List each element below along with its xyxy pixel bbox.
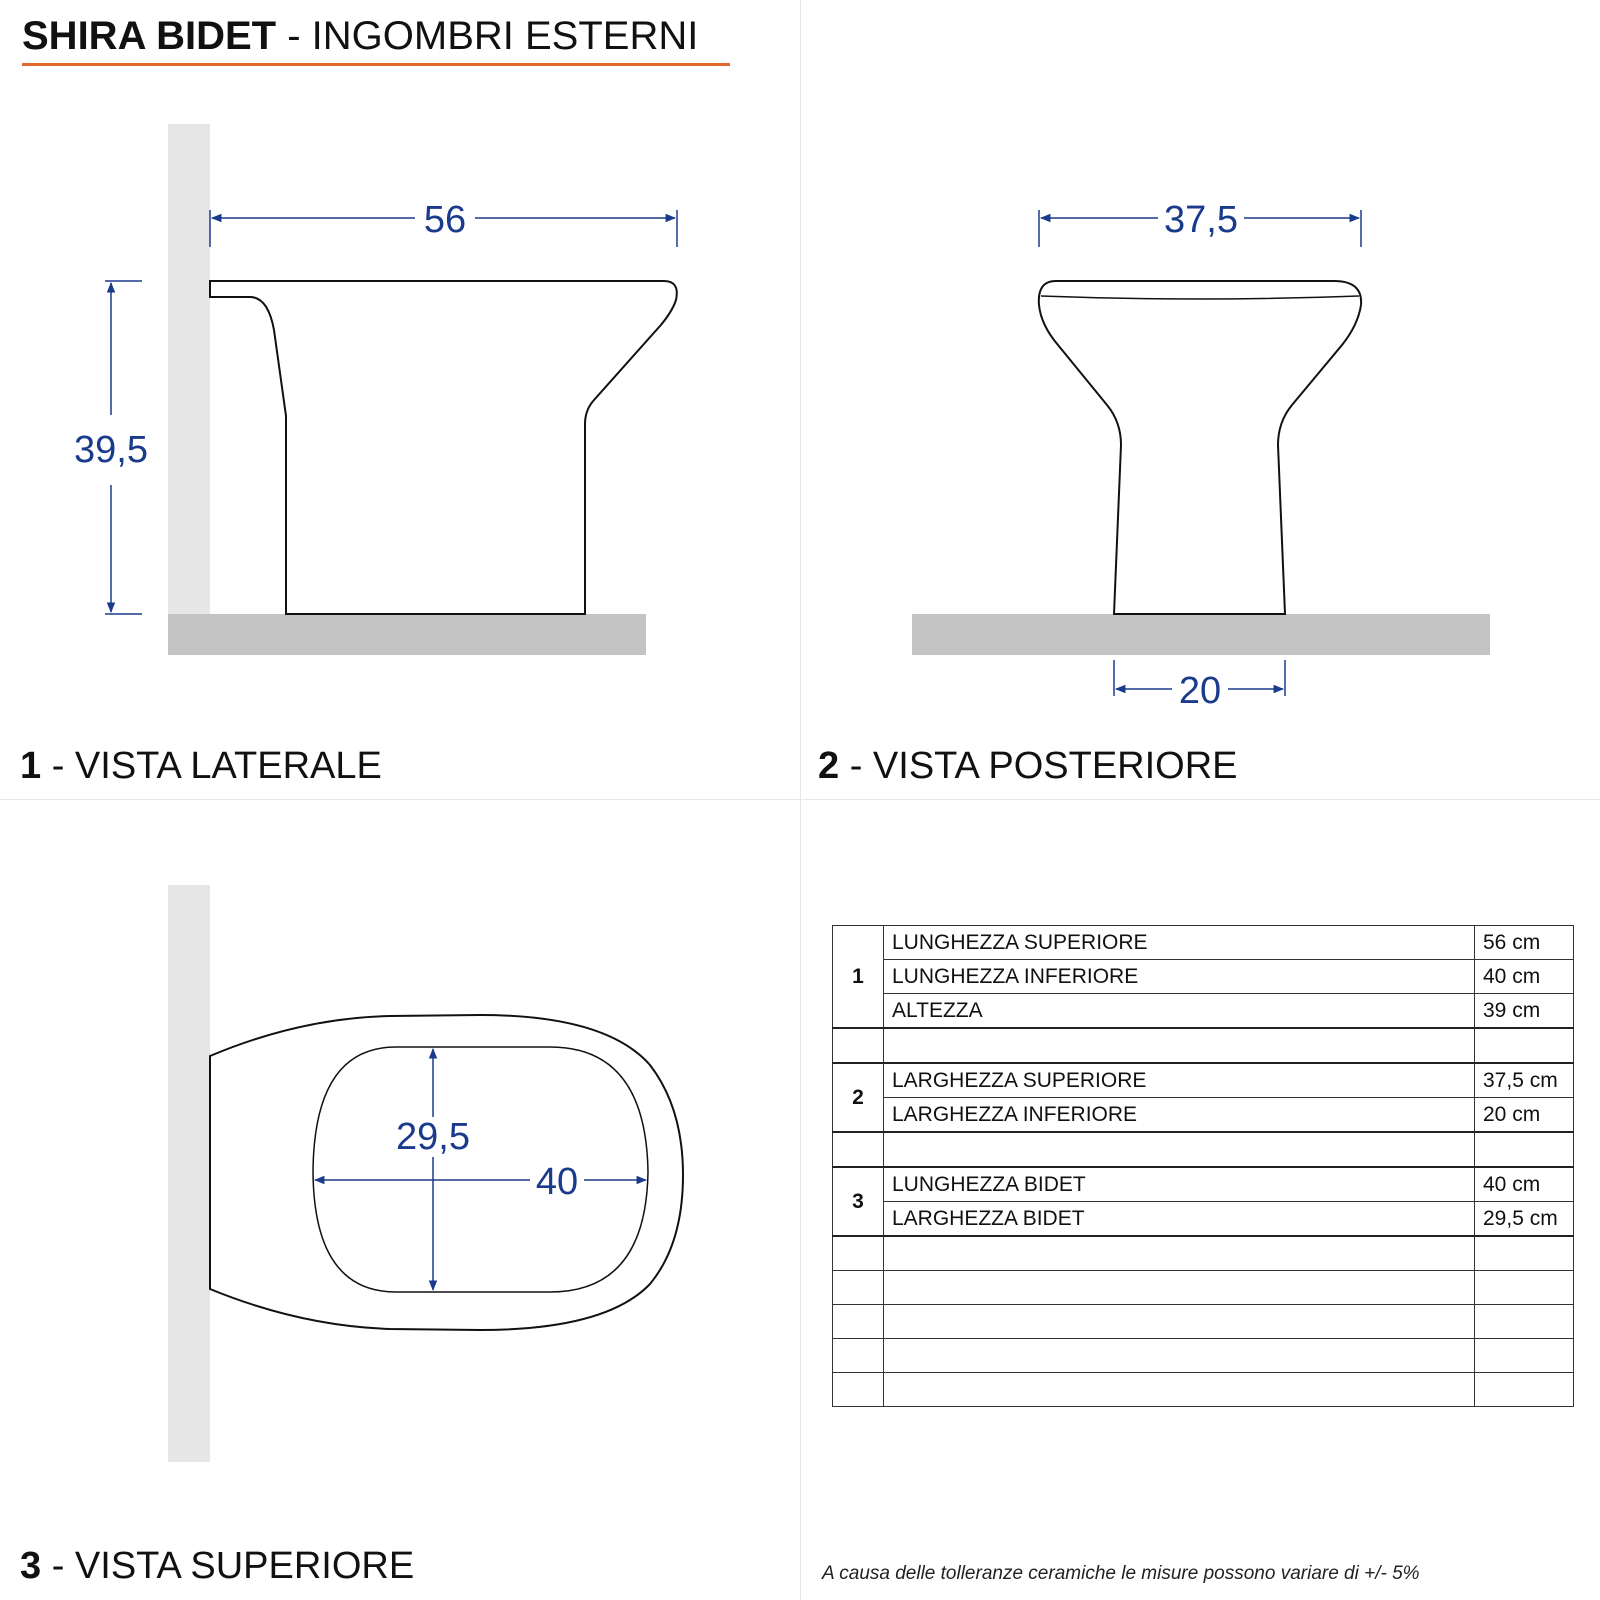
view-title-3: - VISTA SUPERIORE (41, 1545, 415, 1587)
side-bidet-outline (210, 281, 677, 614)
row-value: 40 cm (1475, 960, 1574, 994)
table-row-empty (833, 1132, 1574, 1167)
row-label: LUNGHEZZA SUPERIORE (884, 926, 1475, 960)
table-row (833, 926, 1574, 960)
group-id: 2 (833, 1063, 884, 1132)
view-number-2: 2 (818, 745, 840, 787)
side-floor (168, 614, 646, 655)
table-row-empty (833, 1339, 1574, 1373)
view-number-3: 3 (20, 1545, 42, 1587)
table-row (833, 1098, 1574, 1133)
dim-side-length: 56 (423, 199, 467, 241)
top-view (168, 885, 683, 1462)
row-label: LUNGHEZZA BIDET (884, 1167, 1475, 1202)
row-value: 29,5 cm (1475, 1202, 1574, 1237)
row-value: 20 cm (1475, 1098, 1574, 1133)
side-wall (168, 124, 210, 614)
view-title-2: - VISTA POSTERIORE (839, 745, 1238, 787)
table-row-empty (833, 1236, 1574, 1271)
row-label: LARGHEZZA SUPERIORE (884, 1063, 1475, 1098)
table-row (833, 994, 1574, 1029)
table-row-empty (833, 1271, 1574, 1305)
side-view (74, 124, 677, 655)
dim-rear-top-width: 37,5 (1164, 199, 1238, 241)
dim-top-length: 40 (535, 1161, 579, 1203)
table-row (833, 1167, 1574, 1202)
dim-top-width: 29,5 (396, 1116, 470, 1158)
row-value: 39 cm (1475, 994, 1574, 1029)
rear-bidet-outline (1039, 281, 1361, 614)
table-row (833, 1063, 1574, 1098)
group-id: 1 (833, 926, 884, 1029)
row-label: ALTEZZA (884, 994, 1475, 1029)
row-value: 40 cm (1475, 1167, 1574, 1202)
table-row (833, 1202, 1574, 1237)
row-value: 37,5 cm (1475, 1063, 1574, 1098)
top-wall (168, 885, 210, 1462)
rear-view (912, 199, 1490, 712)
dimensions-table (832, 925, 1574, 1407)
view-title-1: - VISTA LATERALE (41, 745, 382, 787)
title-product: SHIRA BIDET (22, 14, 277, 58)
rear-floor (912, 614, 1490, 655)
table-row-empty (833, 1305, 1574, 1339)
dim-side-height: 39,5 (74, 429, 148, 471)
group-id: 3 (833, 1167, 884, 1236)
dim-rear-bottom-width: 20 (1178, 670, 1222, 712)
view-label-rear (818, 743, 1238, 789)
row-value: 56 cm (1475, 926, 1574, 960)
view-number-1: 1 (20, 745, 42, 787)
row-label: LARGHEZZA BIDET (884, 1202, 1475, 1237)
table-row-empty (833, 1028, 1574, 1063)
view-label-top (20, 1543, 414, 1589)
view-label-side (20, 743, 382, 789)
tolerance-note: A causa delle tolleranze ceramiche le misure possono variare di +/- 5% (822, 1563, 1420, 1584)
table-row (833, 960, 1574, 994)
row-label: LARGHEZZA INFERIORE (884, 1098, 1475, 1133)
title-subtitle: - INGOMBRI ESTERNI (276, 14, 699, 58)
table-row-empty (833, 1373, 1574, 1407)
row-label: LUNGHEZZA INFERIORE (884, 960, 1475, 994)
top-bowl-outline (313, 1047, 648, 1292)
